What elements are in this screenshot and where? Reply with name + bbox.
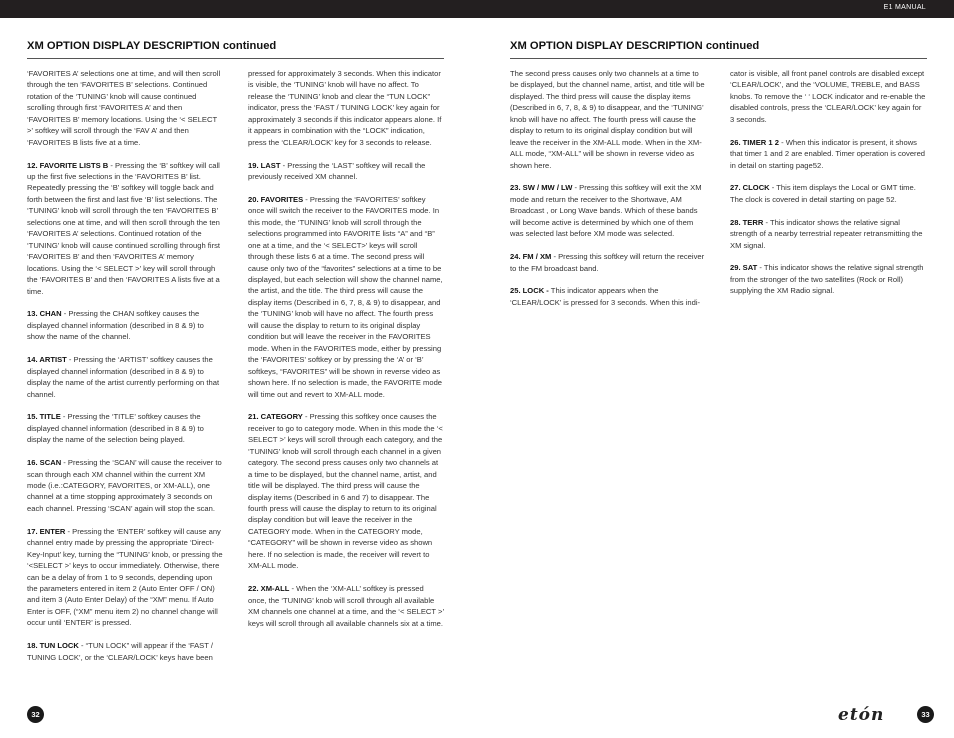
item-heading: 15. TITLE — [27, 412, 61, 422]
item-text: - Pressing the ‘ARTIST’ softkey causes the displayed channel information (described in 8 & 9) to display the name of the artist currently performing on that channel. — [27, 355, 220, 399]
item-heading: 13. CHAN — [27, 309, 62, 319]
paragraph — [730, 262, 926, 296]
paragraph — [27, 411, 223, 445]
item-heading: 21. CATEGORY — [248, 412, 303, 422]
right-page-number: 33 — [917, 706, 934, 723]
right-page-column-1 — [510, 68, 706, 320]
paragraph — [730, 137, 926, 171]
item-heading: 28. TERR — [730, 217, 764, 227]
paragraph — [510, 182, 706, 239]
left-page-column-2 — [248, 68, 444, 640]
paragraph — [730, 68, 926, 125]
paragraph — [27, 308, 223, 342]
item-text: - This indicator shows the relative signal strength from the stronger of the two satellites (Rock or Roll) supplying the XM Radio signal. — [730, 263, 924, 296]
right-page-heading: XM OPTION DISPLAY DESCRIPTION continued — [510, 40, 760, 52]
item-text: pressed for approximately 3 seconds. When this indicator is visible, the ‘TUNING’ knob will have no affect. To release the ‘TUNING’ knob and clear the “TUN LOCK” indicator, press the ‘FAST / TUNING LOCK’ key again for approximately 3 seconds if this indicator appears alone. If it appears in combination with the “LOCK” indication, press the ‘CLEAR/LOCK’ key for 3 seconds to release. — [248, 69, 442, 147]
item-text: - Pressing this softkey will return the receiver to the FM broadcast band. — [510, 252, 705, 273]
item-text: - Pressing the ‘FAVORITES’ softkey once will switch the receiver to the FAVORITES mode. In this mode, the ‘TUNING’ knob will scroll through the selections programmed into FAVORITE lists “A” and “B” one at a time, and the ‘< SELECT>’ keys will scroll through these lists 6 at a time. The second press will cause only two of the “favorites” selections at a time to be displayed, but each selection will show the channel name, the artist, and the title. The third press will cause the display items (Described in 6, 7, 8, & 9) to disappear, and the ‘TUNING’ knob will have no affect. The fourth press will cause the display to return to its original display condition but will leave the receiver in the FAVORITES mode. When in the FAVORITES mode, either by pressing the ‘FAVORITES’ softkey or by pressing the ‘A’ or ‘B’ softkeys, “FAVORITES” will be shown in reverse video as shown here. If no selection is made, the FAVORITE mode will time out and revert to XM-ALL mode. — [248, 194, 443, 399]
right-page-column-2 — [730, 68, 926, 308]
item-text: - When this indicator is present, it shows that timer 1 and 2 are enabled. Timer operation is covered in detail on starting page52. — [730, 137, 926, 170]
item-heading: 23. SW / MW / LW — [510, 183, 573, 193]
item-heading: 19. LAST — [248, 160, 281, 170]
paragraph — [27, 354, 223, 400]
paragraph — [248, 583, 444, 629]
manual-label: E1 MANUAL — [883, 4, 926, 11]
paragraph — [248, 194, 444, 400]
paragraph — [248, 160, 444, 183]
paragraph — [510, 68, 706, 171]
paragraph — [248, 68, 444, 148]
eton-logo: etón — [838, 705, 885, 725]
item-heading: 29. SAT — [730, 263, 758, 273]
item-heading: 26. TIMER 1 2 — [730, 137, 779, 147]
item-text: - Pressing the ‘SCAN’ will cause the receiver to scan through each XM channel within the current XM mode (i.e.:CATEGORY, FAVORITES, or XM-ALL), one channel at a time stopping approximately 3 seconds on each channel. Pressing ‘SCAN’ again will stop the scan. — [27, 458, 222, 513]
top-bar — [0, 0, 954, 18]
item-text: This indicator appears when the ‘CLEAR/LOCK’ is pressed for 3 seconds. When this indi- — [510, 286, 701, 307]
item-heading: 25. LOCK - — [510, 286, 549, 296]
right-heading-rule — [510, 58, 927, 59]
item-text: - When the ‘XM-ALL’ softkey is pressed once, the ‘TUNING’ knob will scroll through all available XM channels one channel at a time, and the ‘< SELECT >’ keys will scroll through all available channels six at a time. — [248, 584, 444, 628]
item-text: - “TUN LOCK” will appear if the ‘FAST / TUNING LOCK’, or the ‘CLEAR/LOCK’ keys have been — [27, 641, 213, 662]
left-page-number: 32 — [27, 706, 44, 723]
left-heading-rule — [27, 58, 444, 59]
item-text: - This item displays the Local or GMT time. The clock is covered in detail starting on page 52. — [730, 183, 916, 204]
paragraph — [27, 640, 223, 663]
left-page-heading: XM OPTION DISPLAY DESCRIPTION continued — [27, 40, 277, 52]
paragraph — [510, 285, 706, 308]
left-page-column-1 — [27, 68, 223, 675]
item-heading: 27. CLOCK — [730, 183, 770, 193]
paragraph — [27, 68, 223, 148]
item-heading: 18. TUN LOCK — [27, 641, 79, 651]
item-text: ‘FAVORITES A’ selections one at time, and will then scroll through the ten ‘FAVORITES B’ selections. Continued rotation of the ‘TUNING’ knob will cause continued scrolling through first ‘FAVORITES A’ and then ‘FAVORITES B’ memory locations. Using the ‘< SELECT >’ softkey will scroll through the ‘FAV A’ and then ‘FAVORITES B lists five at a time. — [27, 69, 221, 147]
item-heading: 20. FAVORITES — [248, 194, 304, 204]
paragraph — [248, 411, 444, 571]
paragraph — [27, 160, 223, 297]
item-text: - Pressing the ‘TITLE’ softkey causes the displayed channel information (described in 8 & 9) to display the name of the selection being played. — [27, 412, 204, 445]
item-text: - Pressing the ‘LAST’ softkey will recall the previously received XM channel. — [248, 160, 426, 182]
item-text: - This indicator shows the relative signal strength of a nearby terrestrial repeater retransmitting the XM signal. — [730, 217, 923, 250]
paragraph — [730, 182, 926, 205]
paragraph — [27, 457, 223, 514]
item-text: cator is visible, all front panel controls are disabled except ‘CLEAR/LOCK’, and the ‘VOLUME, TREBLE, and BASS knobs. To remove the ‘ ‘ LOCK indicator and re-enable the disabled controls, press the ‘CLEAR/LOCK’ key again for 3 seconds. — [730, 69, 926, 124]
paragraph — [730, 217, 926, 251]
item-text: - Pressing this softkey once causes the receiver to go to category mode. When in this mode the ‘< SELECT >’ keys will scroll through each category, and the ‘TUNING’ knob will scroll through each channel in a given category. The second press causes only two channels at a time to be displayed, but the channel name, artist, and title will be displayed. The third press will cause the display items (Described in 6 and 7) to disappear. The fourth press will cause the display to return to its original display condition but will leave the receiver in the CATEGORY mode. When in the CATEGORY mode, “CATEGORY” will be shown in reverse video as shown here. If no selection is made, the receiver will revert to XM-ALL mode. — [248, 412, 443, 571]
item-heading: 16. SCAN — [27, 458, 62, 468]
item-text: - Pressing the ‘ENTER’ softkey will cause any channel entry made by pressing the appropriate ‘Direct-Key-Input’ key, turning the “TUNING’ knob, or pressing the ‘<SELECT >’ keys to occur immediately. Otherwise, there can be a delay of from 1 to 9 seconds, depending upon the parameters entered in item 2 (Auto Enter OFF / ON) and item 3 (Auto Enter Delay) of the “XM” menu. If Auto Enter is OFF, (“XM” menu item 2) no channel change will occur until ‘ENTER’ is pressed. — [27, 526, 223, 628]
item-text: - Pressing the ‘B’ softkey will call up the first five selections in the ‘FAVORITES B’ list. Repeatedly pressing the ‘B’ softkey will toggle back and forth between the first and last five ‘B’ list selections. The ‘TUNING’ knob will scroll through the ten ‘FAVORITES B’ selections one at time, and will then scroll through the ten ‘FAVORITES A’ selections. Continued rotation of the ‘TUNING’ knob will cause continued scrolling through first ‘FAVORITES B’ and then ‘FAVORITES A’ memory locations. Using the ‘< SELECT >’ key will scroll through the ‘FAVORITES B’ and then ‘FAVORITES A lists five at a time. — [27, 160, 221, 296]
item-heading: 24. FM / XM — [510, 252, 552, 262]
paragraph — [27, 526, 223, 629]
item-heading: 17. ENTER — [27, 526, 66, 536]
item-text: - Pressing the CHAN softkey causes the displayed channel information (described in 8 & 9) to show the name of the channel. — [27, 309, 204, 342]
item-heading: 22. XM-ALL — [248, 584, 290, 594]
item-heading: 14. ARTIST — [27, 355, 67, 365]
item-text: The second press causes only two channels at a time to be displayed, but the channel name, artist, and title will be displayed. The third press will cause the display items (Described in 6, 7, 8, & 9) to disappear, and the ‘TUNING’ knob will have no affect. The fourth press will cause the display to return to its original display condition but will leave the receiver in the XM-ALL mode. When in the XM-ALL mode, “XM-ALL” will be shown in reverse video as shown here. — [510, 69, 705, 170]
paragraph — [510, 251, 706, 274]
item-heading: 12. FAVORITE LISTS B — [27, 160, 109, 170]
item-text: - Pressing this softkey will exit the XM mode and return the receiver to the Shortwave, AM Broadcast , or Long Wave bands. Which of these bands will become active is determined by which one of them was selected last before XM mode was selected. — [510, 183, 702, 239]
